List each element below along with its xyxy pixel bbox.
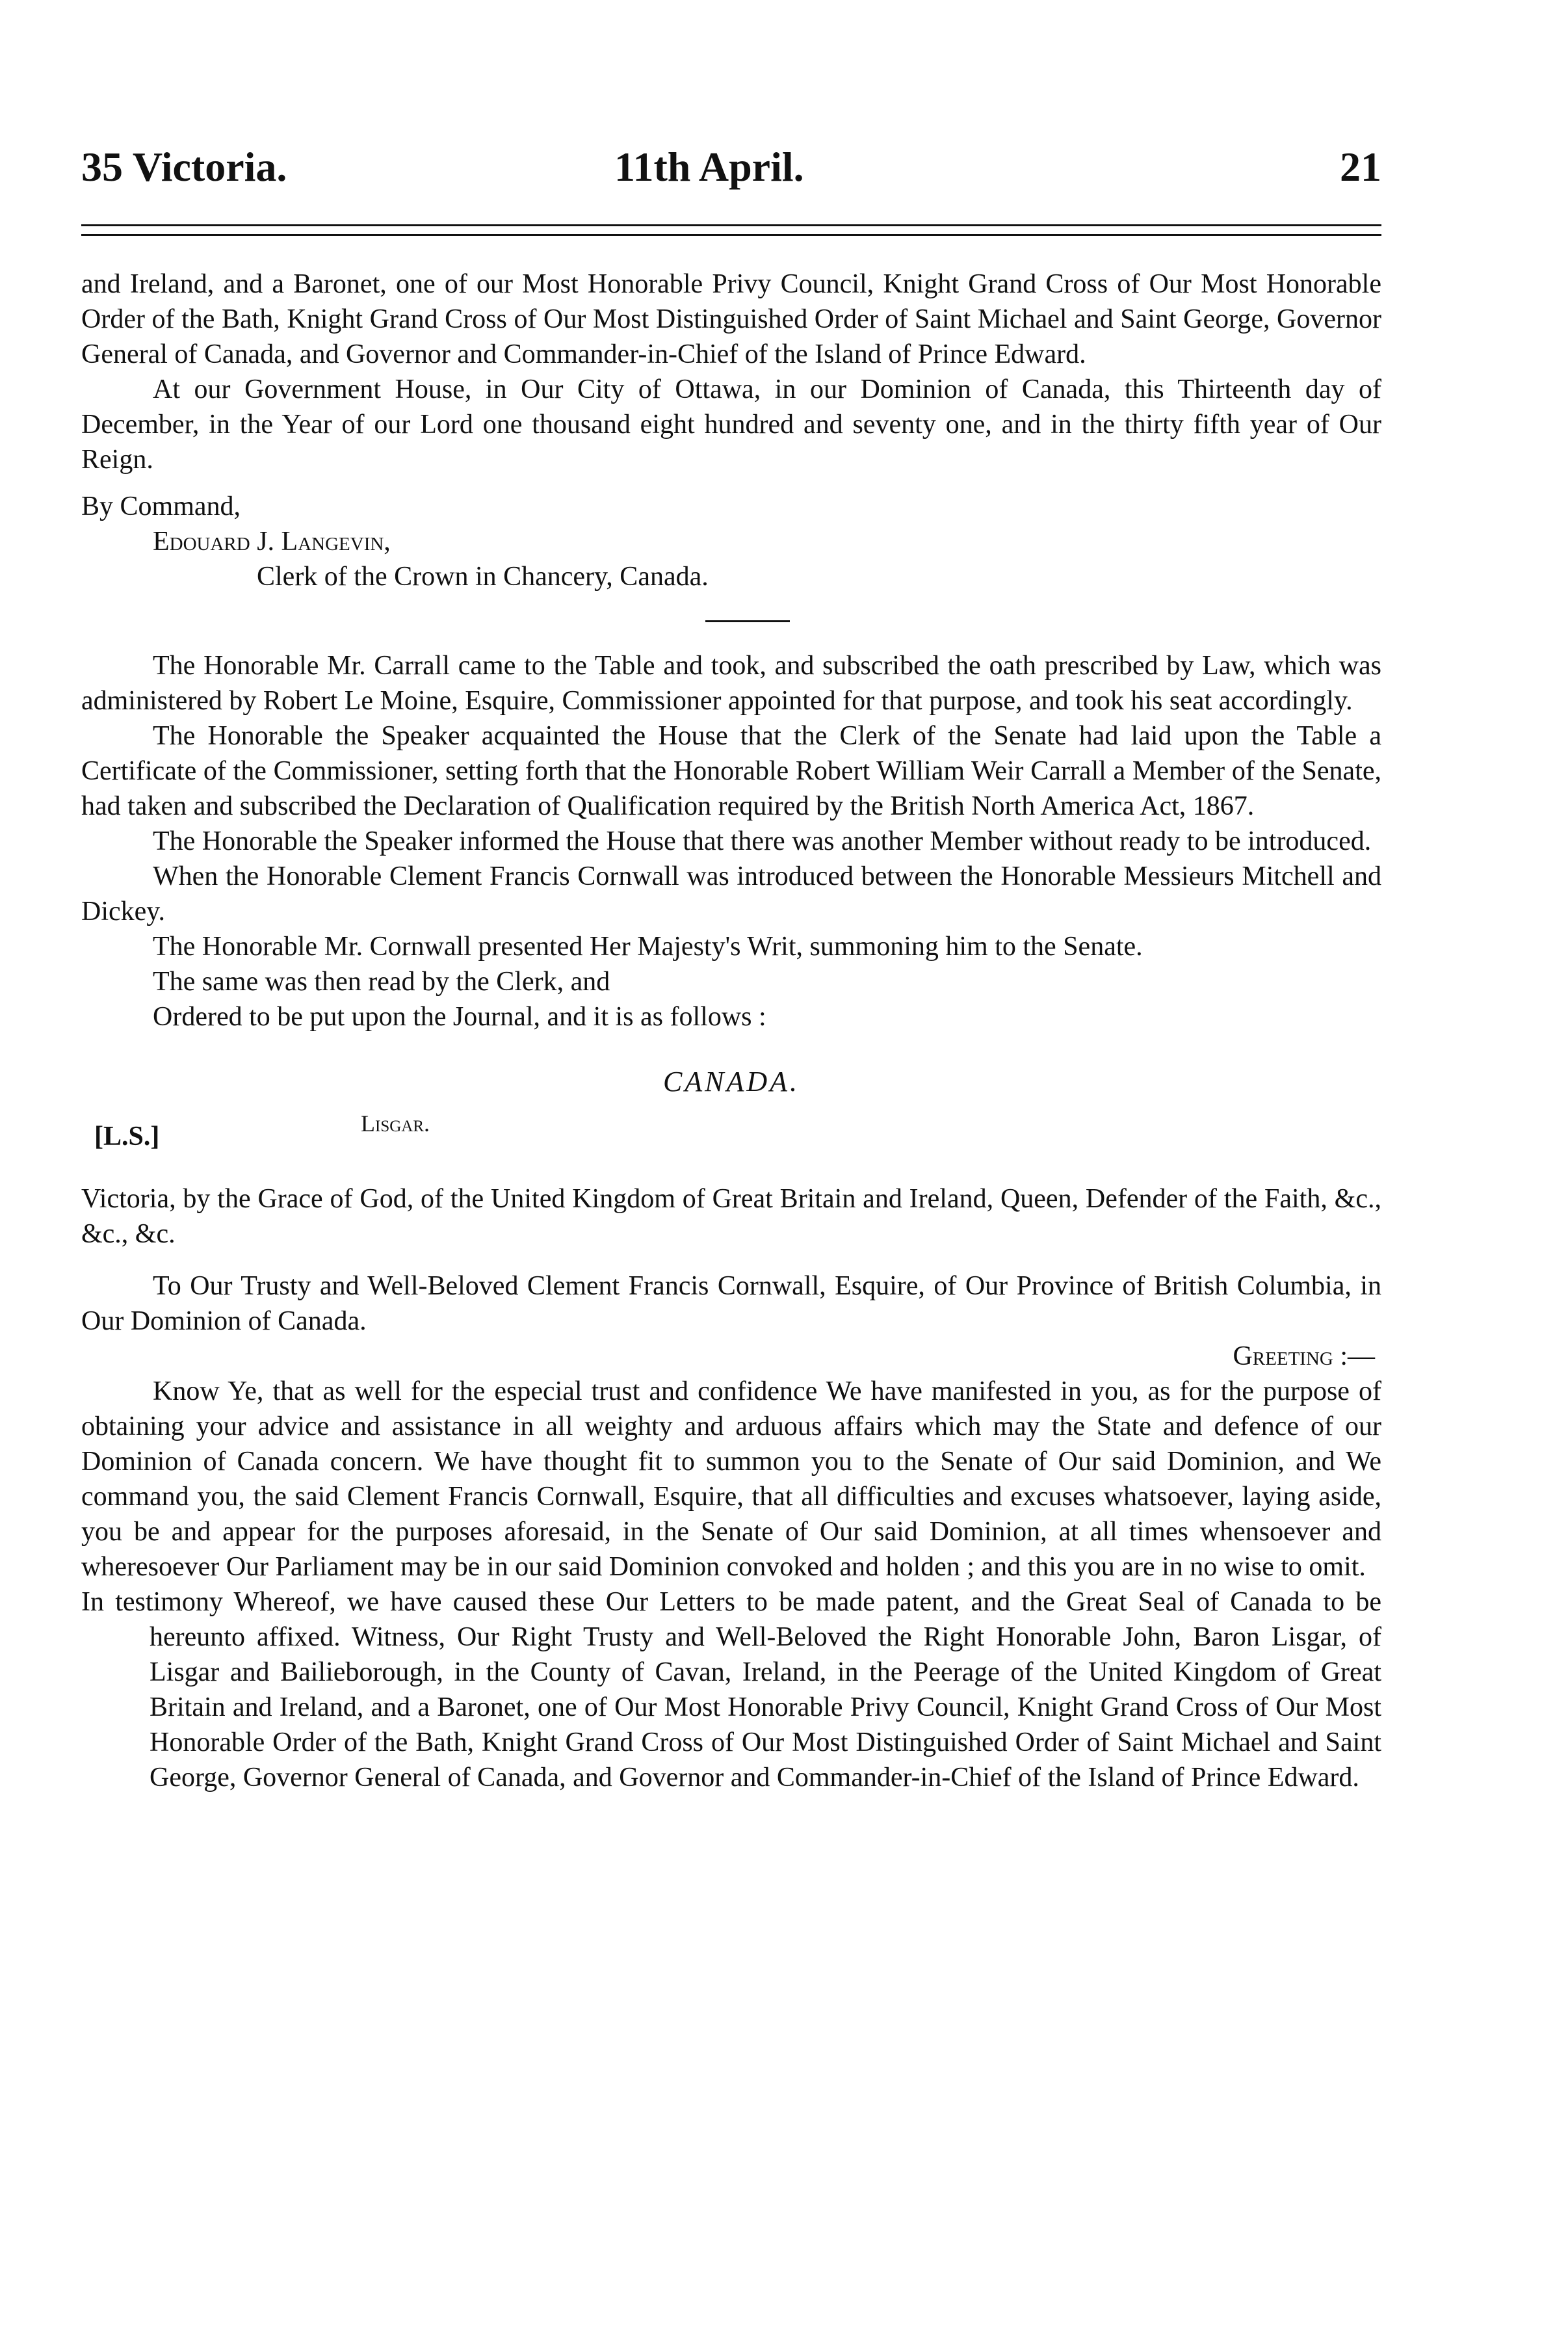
seal-mark: [L.S.] bbox=[94, 1122, 160, 1151]
proceedings-paragraph: Ordered to be put upon the Journal, and it is as follows : bbox=[153, 1002, 766, 1032]
header-date: 11th April. bbox=[614, 144, 804, 190]
running-header bbox=[81, 143, 1381, 202]
clerk-name: Edouard J. Langevin, bbox=[153, 527, 391, 557]
command-block bbox=[81, 489, 1381, 594]
header-rule-bottom bbox=[81, 234, 1381, 236]
proceedings-paragraph: The Honorable the Speaker acquainted the House that the Clerk of the Senate had laid upon the Table a Certificate of the Commissioner, setting forth that the Honorable Robert William Weir Carrall a Member of the Senate, had taken and subscribed the Declaration of Qualification required by the British North America Act, 1867. bbox=[81, 721, 1381, 821]
proceedings-paragraph: When the Honorable Clement Francis Cornwall was introduced between the Honorable Messieurs Mitchell and Dickey. bbox=[81, 861, 1381, 926]
proceedings-paragraph: The Honorable Mr. Carrall came to the Table and took, and subscribed the oath prescribed by Law, which was administered by Robert Le Moine, Esquire, Commissioner appointed for that purpose, and took his seat accordingly. bbox=[81, 651, 1381, 716]
writ-signer: Lisgar. bbox=[361, 1110, 430, 1136]
writ-country-heading: CANADA. bbox=[662, 1066, 800, 1097]
header-rule-top bbox=[81, 224, 1381, 226]
page-number: 21 bbox=[1340, 144, 1381, 190]
writ-witness: In testimony Whereof, we have caused these Our Letters to be made patent, and the Great Seal of Canada to be hereunto affixed. Witness, Our Right Trusty and Well-Beloved the Right Honorable John, Baron Lisgar, of Lisgar and Bailieborough, in the County of Cavan, Ireland, in the Peerage of the United Kingdom of Great Britain and Ireland, and a Baronet, one of Our Most Honorable Privy Council, Knight Grand Cross of Our Most Honorable Order of the Bath, Knight Grand Cross of Our Most Distinguished Order of Saint Michael and Saint George, Governor General of Canada, and Governor and Commander-in-Chief of the Island of Prince Edward. bbox=[81, 1587, 1381, 1793]
proceedings-paragraph: The same was then read by the Clerk, and bbox=[153, 967, 610, 997]
writ-body: Know Ye, that as well for the especial trust and confidence We have manifested in you, as for the purpose of obtaining your advice and assistance in all weighty and arduous affairs which may the State and defence of our Dominion of Canada concern. We have thought fit to summon you to the Senate of Our said Dominion, and We command you, the said Clement Francis Cornwall, Esquire, that all difficulties and excuses whatsoever, laying aside, you be and appear for the purposes aforesaid, in the Senate of Our said Dominion, at all times whensoever and wheresoever Our Parliament may be in our said Dominion convoked and holden ; and this you are in no wise to omit. bbox=[81, 1376, 1381, 1582]
journal-body bbox=[81, 267, 1381, 1795]
by-command: By Command, bbox=[81, 492, 241, 521]
section-divider bbox=[705, 620, 790, 622]
continuation-paragraph: and Ireland, and a Baronet, one of our Most Honorable Privy Council, Knight Grand Cross of Our Most Honorable Order of the Bath, Knight Grand Cross of Our Most Distinguished Order of Saint Michael and Saint George, Governor General of Canada, and Governor and Commander-in-Chief of the Island of Prince Edward. bbox=[81, 269, 1381, 369]
writ-of-summons bbox=[81, 1064, 1381, 1795]
writ-greeting: Greeting :— bbox=[1233, 1341, 1375, 1371]
header-regnal-year: 35 Victoria. bbox=[81, 144, 287, 190]
proceedings-paragraph: The Honorable the Speaker informed the House that there was another Member without ready to be introduced. bbox=[153, 826, 1372, 856]
writ-address: To Our Trusty and Well-Beloved Clement Francis Cornwall, Esquire, of Our Province of British Columbia, in Our Dominion of Canada. bbox=[81, 1271, 1381, 1336]
proceedings-paragraph: The Honorable Mr. Cornwall presented Her Majesty's Writ, summoning him to the Senate. bbox=[153, 932, 1143, 962]
dated-paragraph: At our Government House, in Our City of Ottawa, in our Dominion of Canada, this Thirteenth day of December, in the Year of our Lord one thousand eight hundred and seventy one, and in the thirty fifth year of Our Reign. bbox=[81, 374, 1381, 475]
writ-seal-row bbox=[81, 1106, 1381, 1164]
writ-sovereign: Victoria, by the Grace of God, of the United Kingdom of Great Britain and Ireland, Queen, Defender of the Faith, &c., &c., &c. bbox=[81, 1184, 1381, 1249]
clerk-title: Clerk of the Crown in Chancery, Canada. bbox=[257, 562, 709, 592]
